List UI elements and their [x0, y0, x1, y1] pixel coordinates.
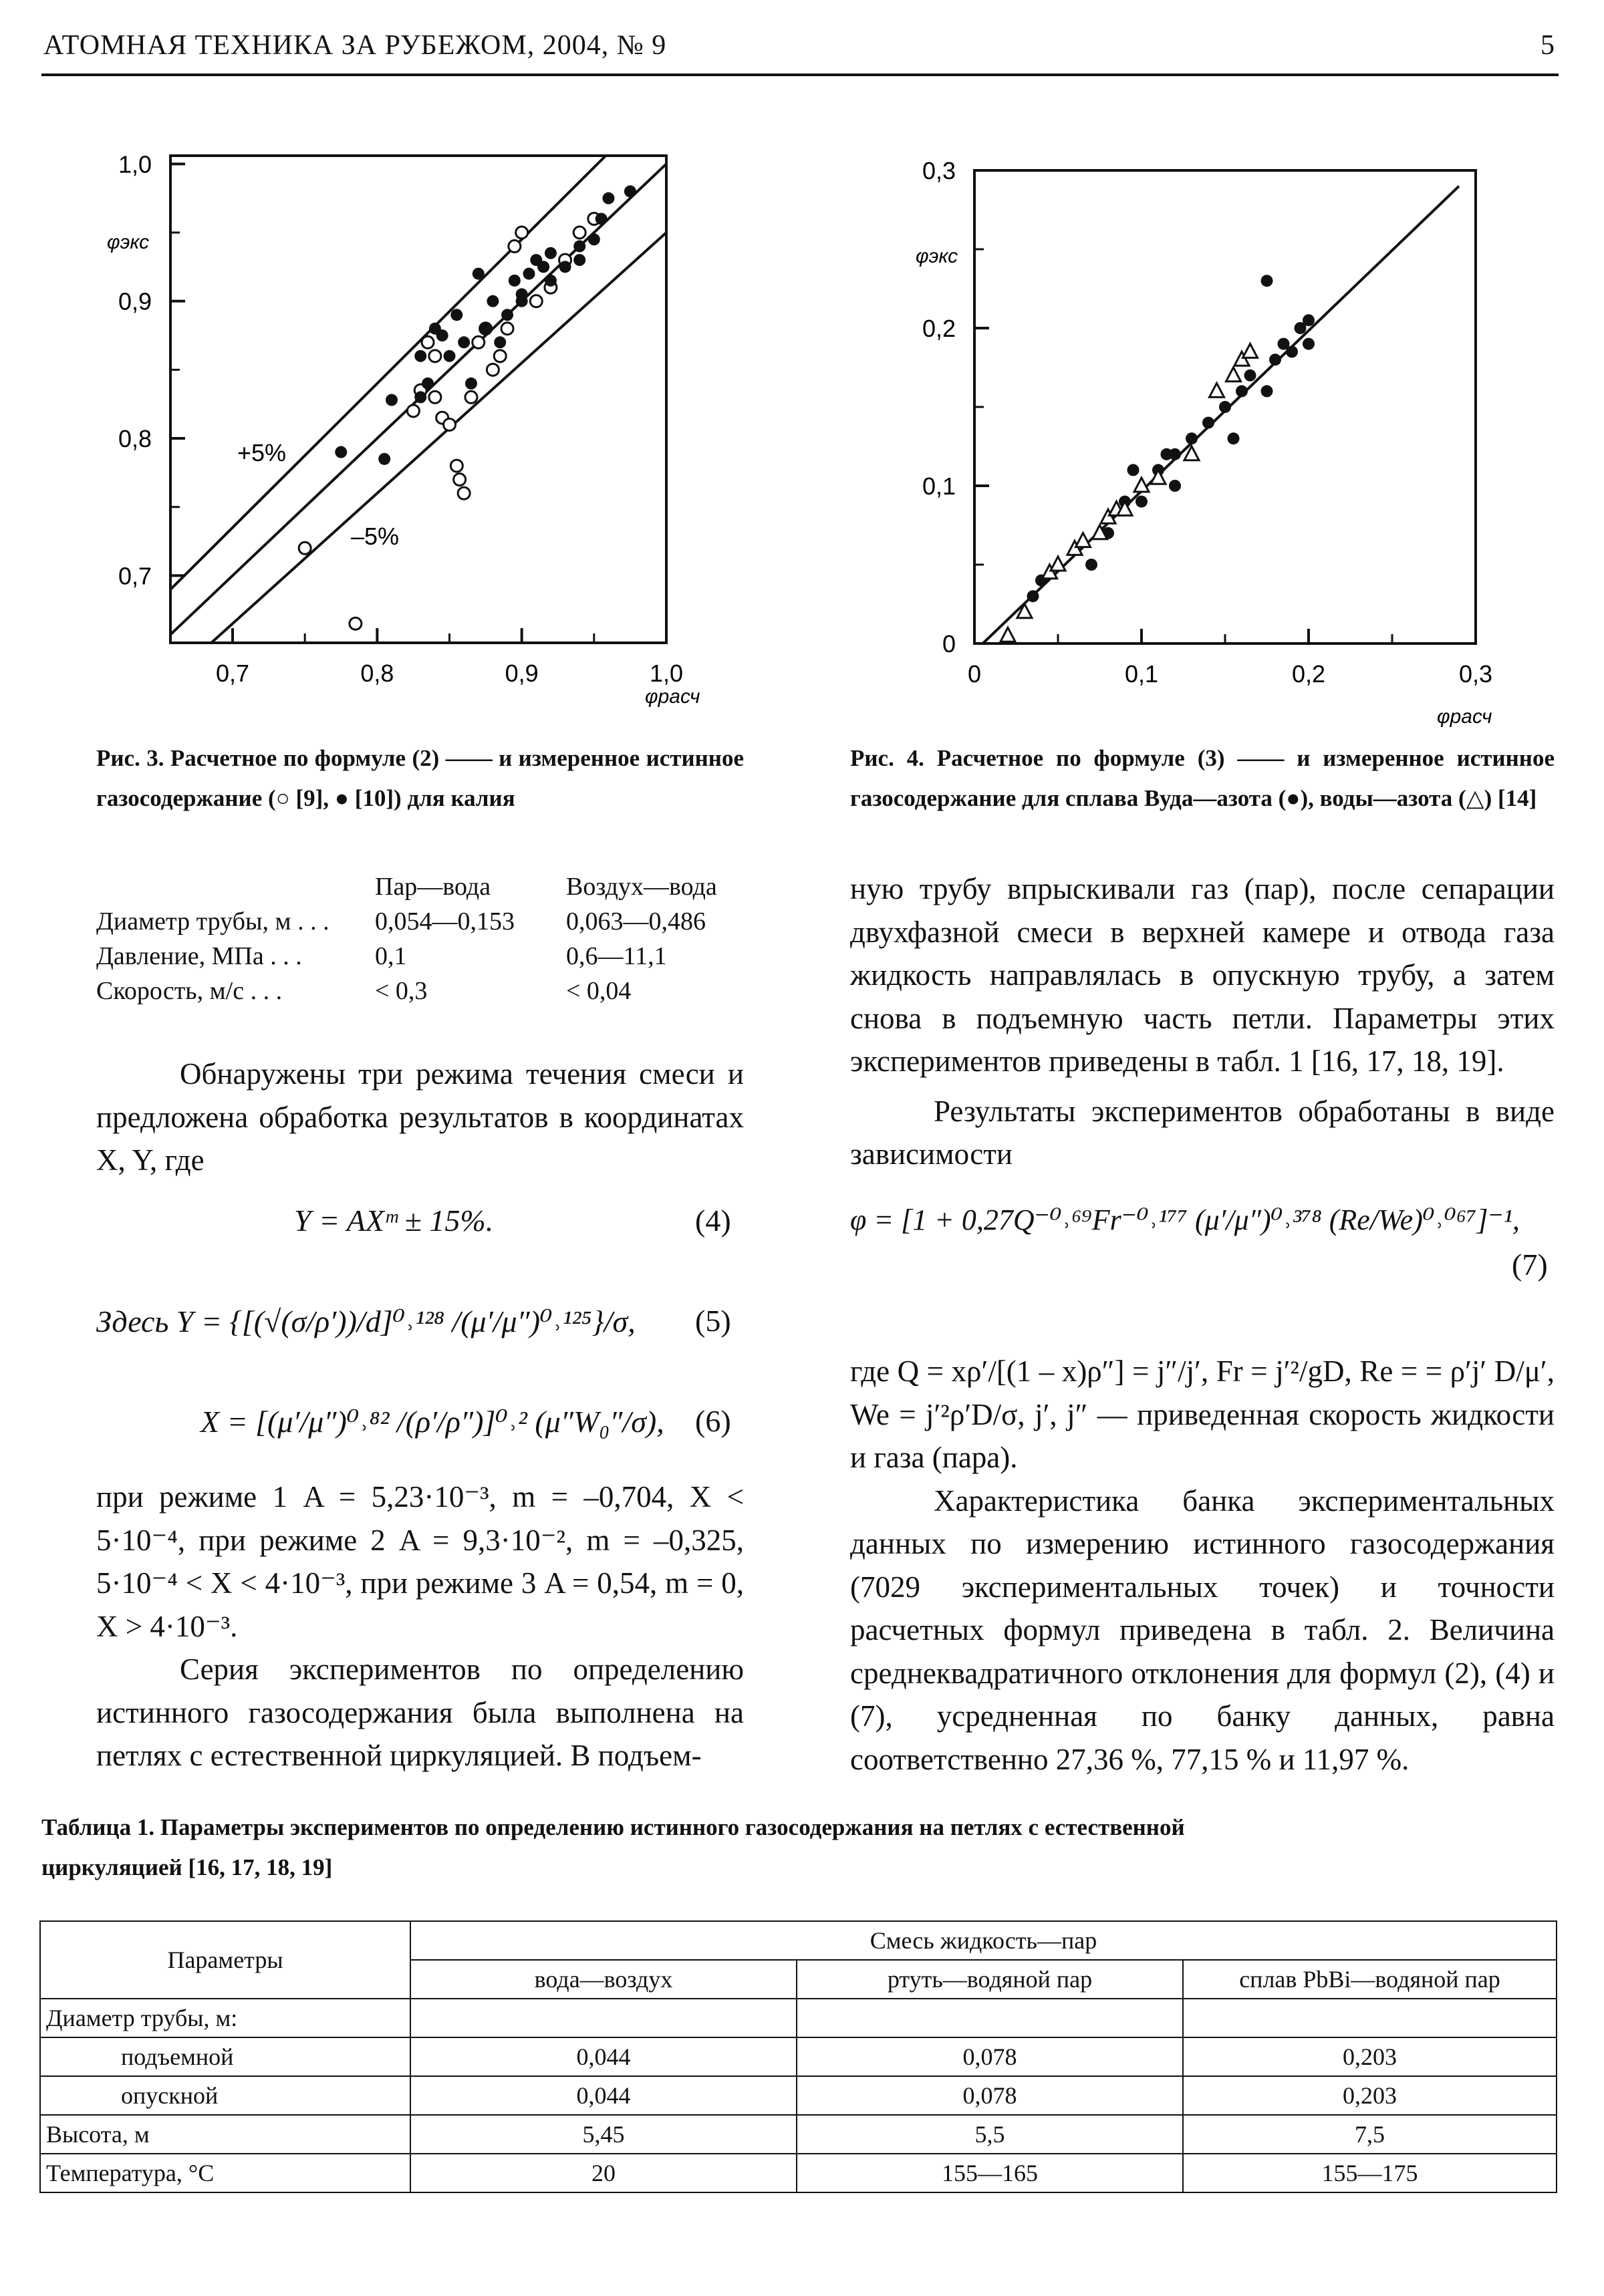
y-tick-label: 0,8: [118, 425, 152, 453]
cell: 5,45: [410, 2115, 797, 2154]
data-point-open: [465, 391, 477, 403]
data-point-triangle: [1243, 343, 1258, 357]
data-point-filled: [480, 323, 492, 335]
data-point-filled: [473, 268, 485, 280]
column-header: вода—воздух: [410, 1960, 797, 1999]
equation-4-number: (4): [695, 1203, 731, 1238]
cell: [797, 1999, 1183, 2037]
data-point-filled: [545, 275, 557, 287]
data-point-filled: [1219, 401, 1231, 413]
data-point-filled: [1244, 370, 1256, 382]
cell: 0,078: [797, 2037, 1183, 2076]
cell: [1183, 1999, 1557, 2037]
data-point-filled: [573, 241, 585, 253]
data-point-filled: [1127, 464, 1140, 476]
cell: 0,044: [410, 2037, 797, 2076]
left-column-lower: [96, 1475, 744, 1777]
table-row: [40, 2076, 1557, 2115]
data-point-triangle: [1051, 557, 1065, 571]
x-axis-label: φрасч: [645, 686, 700, 708]
cell: 7,5: [1183, 2115, 1557, 2154]
x-tick-label: 0,8: [360, 660, 394, 687]
x-tick-label: 0,3: [1458, 660, 1493, 688]
data-point-filled: [1027, 590, 1039, 602]
y-tick-label: 0,1: [922, 472, 956, 500]
y-axis-label: φэкс: [916, 245, 958, 267]
cell: 0,203: [1183, 2037, 1557, 2076]
data-point-filled: [1085, 559, 1097, 571]
paragraph: ную трубу впрыскивали газ (пар), после сепарации двухфазной смеси в верхней камере и отвода газа жидкость направлялась в опускную трубу, а затем снова в подъемную часть петли. Параметры этих экспериментов приведены в табл. 1 [16, 17, 18, 19].: [850, 872, 1555, 1078]
data-point-filled: [1228, 432, 1240, 444]
data-point-open: [454, 474, 466, 486]
params-label: Диаметр трубы, м . . .: [96, 907, 329, 936]
data-point-filled: [458, 336, 470, 348]
page-number: 5: [1541, 30, 1555, 61]
paragraph: Характеристика банка экспериментальных данных по измерению истинного газосодержания (7029 экспериментальных точек) и точности расчетных формул приведена в табл. 2. Величина среднеквадратичного отклонения для формул (2), (4) и (7), усредненная по банку данных, равна соответственно 27,36 %, 77,15 % и 11,97 %.: [850, 1483, 1555, 1776]
row-label: Температура, °С: [40, 2154, 410, 2192]
data-point-filled: [1303, 338, 1315, 350]
data-point-open: [487, 364, 499, 376]
cell: 0,078: [797, 2076, 1183, 2115]
data-point-filled: [465, 378, 477, 390]
x-tick-label: 0,1: [1124, 660, 1159, 688]
row-label: Высота, м: [40, 2115, 410, 2154]
data-point-triangle: [1226, 368, 1241, 382]
data-point-triangle: [1000, 627, 1015, 641]
x-tick-label: 0,9: [505, 660, 539, 687]
y-axis-label: φэкс: [107, 231, 150, 253]
label-minus-5: –5%: [351, 523, 400, 550]
data-point-open: [429, 350, 441, 362]
table-row: [40, 2037, 1557, 2076]
x-tick-label: 0: [967, 660, 982, 688]
params-col1: Пар—вода: [375, 873, 491, 901]
data-point-open: [494, 350, 506, 362]
data-point-open: [444, 418, 456, 430]
y-tick-label: 0: [942, 630, 956, 658]
data-point-triangle: [1210, 383, 1224, 397]
equation-5: Здесь Y = {[(√(σ/ρ′))/d]⁰˒¹²⁸ /(μ′/μ″)⁰˒¹²⁵}/σ,: [96, 1304, 636, 1338]
data-point-filled: [595, 212, 608, 225]
journal-title: АТОМНАЯ ТЕХНИКА ЗА РУБЕЖОМ, 2004, № 9: [43, 30, 667, 61]
equation-5-number: (5): [695, 1304, 731, 1338]
data-point-filled: [487, 295, 499, 307]
cell: 155—175: [1183, 2154, 1557, 2192]
data-point-filled: [494, 336, 506, 348]
data-point-open: [350, 617, 362, 629]
y-tick-label: 0,9: [118, 287, 152, 315]
column-header: ртуть—водяной пар: [797, 1960, 1183, 1999]
data-point-filled: [1261, 385, 1273, 397]
data-point-filled: [378, 453, 390, 465]
table-row: [40, 1999, 1557, 2037]
params-label: Скорость, м/с . . .: [96, 977, 283, 1005]
paragraph: где Q = xρ′/[(1 – x)ρ″] = j″/j′, Fr = j′²/gD, Re = = ρ′j′ D/μ′, We = j′²ρ′D/σ, j′, j″ — приведенная скорость жидкости и газа (пара).: [850, 1354, 1555, 1474]
data-point-open: [516, 227, 528, 239]
paragraph: Обнаружены три режима течения смеси и предложена обработка результатов в координатах X, Y, где: [96, 1057, 744, 1177]
left-column: [96, 1052, 744, 1182]
params-value: < 0,3: [375, 977, 428, 1005]
data-point-filled: [1202, 417, 1214, 429]
cell: 20: [410, 2154, 797, 2192]
data-point-filled: [386, 394, 398, 406]
equation-7: φ = [1 + 0,27Q⁻⁰˒⁶⁹Fr⁻⁰˒¹⁷⁷ (μ′/μ″)⁰˒³⁷⁸ (Re/We)⁰˒⁰⁶⁷]⁻¹,: [850, 1203, 1520, 1236]
data-point-filled: [559, 261, 571, 273]
figure-3-caption: Рис. 3. Расчетное по формуле (2) —— и измеренное истинное газосодержание (○ [9], ● [10]) для калия: [96, 745, 744, 811]
figures: [0, 0, 1604, 748]
cell: [410, 1999, 797, 2037]
data-point-filled: [1169, 480, 1181, 492]
figure-3-chart: [107, 150, 700, 708]
x-tick-label: 0,2: [1291, 660, 1326, 688]
params-value: 0,6—11,1: [566, 942, 667, 970]
table-row: [40, 2154, 1557, 2192]
data-point-open: [450, 460, 462, 472]
data-point-filled: [516, 288, 528, 300]
data-point-filled: [1236, 385, 1248, 397]
row-label: Диаметр трубы, м:: [40, 1999, 410, 2037]
equation-6: X = [(μ′/μ″)⁰˒⁸² /(ρ′/ρ″)]⁰˒² (μ″W₀″/σ),: [200, 1405, 664, 1439]
equation-7-number: (7): [1512, 1248, 1548, 1282]
data-point-filled: [436, 329, 448, 341]
row-label: опускной: [40, 2076, 410, 2115]
cell: 155—165: [797, 2154, 1183, 2192]
data-point-filled: [414, 350, 426, 362]
data-point-filled: [573, 254, 585, 266]
paragraph: при режиме 1 A = 5,23·10⁻³, m = –0,704, X < 5·10⁻⁴, при режиме 2 A = 9,3·10⁻², m = –0,325, 5·10⁻⁴ < X < 4·10⁻³, при режиме 3 A = 0,54, m = 0, X > 4·10⁻³.: [96, 1480, 744, 1643]
data-point-filled: [1269, 353, 1281, 366]
params-col2: Воздух—вода: [566, 873, 717, 901]
data-point-filled: [545, 247, 557, 259]
data-point-filled: [335, 446, 347, 458]
data-point-filled: [509, 275, 521, 287]
params-value: < 0,04: [566, 977, 632, 1005]
y-tick-label: 0,7: [118, 562, 152, 590]
header-group: Смесь жидкость—пар: [410, 1921, 1557, 1960]
cell: 0,203: [1183, 2076, 1557, 2115]
table-row: [40, 2115, 1557, 2154]
y-tick-label: 0,3: [922, 157, 956, 184]
params-value: 0,063—0,486: [566, 907, 706, 936]
column-header: сплав PbBi—водяной пар: [1183, 1960, 1557, 1999]
params-value: 0,054—0,153: [375, 907, 515, 936]
x-tick-label: 0,7: [215, 660, 250, 687]
data-point-open: [407, 405, 419, 417]
figure-4-chart: [916, 157, 1492, 728]
data-point-filled: [523, 268, 535, 280]
data-point-filled: [602, 192, 614, 204]
x-tick-label: 1,0: [649, 660, 684, 687]
data-point-triangle: [1017, 604, 1032, 618]
paragraph: Серия экспериментов по определению истинного газосодержания была выполнена на петлях с естественной циркуляцией. В подъем-: [96, 1653, 744, 1772]
data-point-filled: [414, 391, 426, 403]
data-point-open: [429, 391, 441, 403]
x-axis-label: φрасч: [1437, 706, 1492, 728]
y-tick-label: 1,0: [118, 150, 152, 178]
data-point-filled: [450, 309, 462, 321]
data-point-open: [473, 336, 485, 348]
data-point-filled: [1261, 275, 1273, 287]
params-label: Давление, МПа . . .: [96, 942, 302, 970]
table-1: [39, 1920, 1557, 2193]
data-point-triangle: [1076, 533, 1091, 547]
data-point-open: [530, 295, 542, 307]
data-point-open: [422, 336, 434, 348]
data-point-filled: [588, 233, 600, 245]
data-point-filled: [1186, 432, 1198, 444]
equation-4: Y = AXᵐ ± 15%.: [294, 1203, 494, 1238]
data-point-open: [299, 542, 311, 554]
data-point-filled: [444, 350, 456, 362]
cell: 5,5: [797, 2115, 1183, 2154]
paragraph: Результаты экспериментов обработаны в виде зависимости: [850, 1094, 1555, 1171]
equation-6-number: (6): [695, 1404, 731, 1438]
data-point-filled: [1135, 496, 1148, 508]
params-value: 0,1: [375, 942, 407, 970]
y-tick-label: 0,2: [922, 315, 956, 342]
data-point-open: [458, 487, 470, 499]
row-label: подъемной: [40, 2037, 410, 2076]
data-point-filled: [537, 261, 549, 273]
label-plus-5: +5%: [237, 439, 287, 466]
params-table: [96, 872, 751, 1019]
data-point-filled: [1286, 345, 1298, 357]
data-point-open: [501, 323, 513, 335]
right-column: [850, 867, 1555, 1176]
data-point-open: [509, 241, 521, 253]
data-point-open: [573, 227, 585, 239]
table-1-caption: Таблица 1. Параметры экспериментов по определению истинного газосодержания на петлях с естественной циркуляцией [16, 17, 18, 19]: [41, 1814, 1185, 1880]
data-point-filled: [422, 378, 434, 390]
data-point-filled: [624, 185, 636, 197]
cell: 0,044: [410, 2076, 797, 2115]
data-point-filled: [1169, 448, 1181, 460]
data-point-filled: [1303, 314, 1315, 326]
header-params: Параметры: [40, 1921, 410, 1999]
right-column-lower: [850, 1350, 1555, 1781]
data-point-filled: [501, 309, 513, 321]
figure-4-caption: Рис. 4. Расчетное по формуле (3) —— и измеренное истинное газосодержание для сплава Вуда—азота (●), воды—азота (△) [14]: [850, 745, 1555, 811]
fit-line: [211, 233, 666, 643]
